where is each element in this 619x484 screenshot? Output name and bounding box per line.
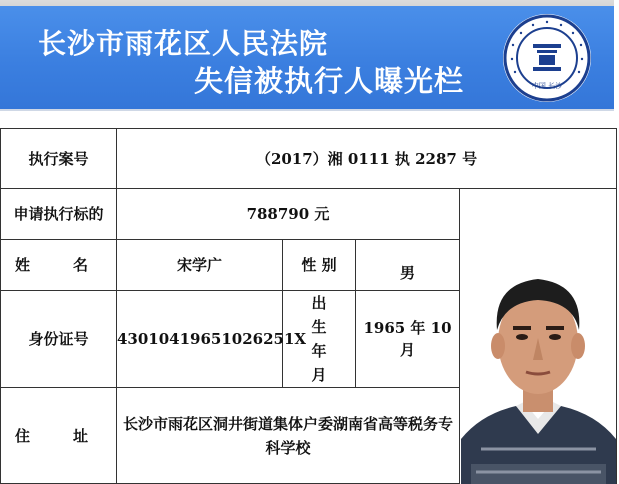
- seal-text: 中国 长沙: [531, 82, 563, 90]
- banner: [0, 0, 619, 118]
- amount-label: 申请执行标的: [1, 189, 117, 240]
- birth-value: 1965 年 10 月: [356, 291, 460, 388]
- address-value: 长沙市雨花区洞井街道集体户委湖南省高等税务专科学校: [117, 388, 460, 484]
- court-seal-icon: [503, 14, 591, 102]
- case-number-value: （2017）湘 0111 执 2287 号: [117, 129, 617, 189]
- address-label: 住 址: [1, 388, 117, 484]
- debtor-photo-cell: [460, 189, 617, 484]
- court-name-title: 长沙市雨花区人民法院: [38, 27, 329, 60]
- debtor-photo: [461, 234, 616, 484]
- id-number-label: 身份证号: [1, 291, 117, 388]
- name-value: 宋学广: [117, 240, 283, 291]
- amount-value: 788790 元: [117, 189, 460, 240]
- gender-label: 性 别: [283, 240, 356, 291]
- exposure-column-title: 失信被执行人曝光栏: [194, 64, 465, 98]
- banner-divider: [0, 109, 614, 111]
- gender-value: 男: [356, 240, 460, 291]
- name-label: 姓 名: [1, 240, 117, 291]
- case-number-label: 执行案号: [1, 129, 117, 189]
- debtor-info-table: [0, 128, 617, 484]
- birth-label: 出生年月: [283, 291, 356, 388]
- id-number-value: 43010419651026251X: [117, 291, 283, 388]
